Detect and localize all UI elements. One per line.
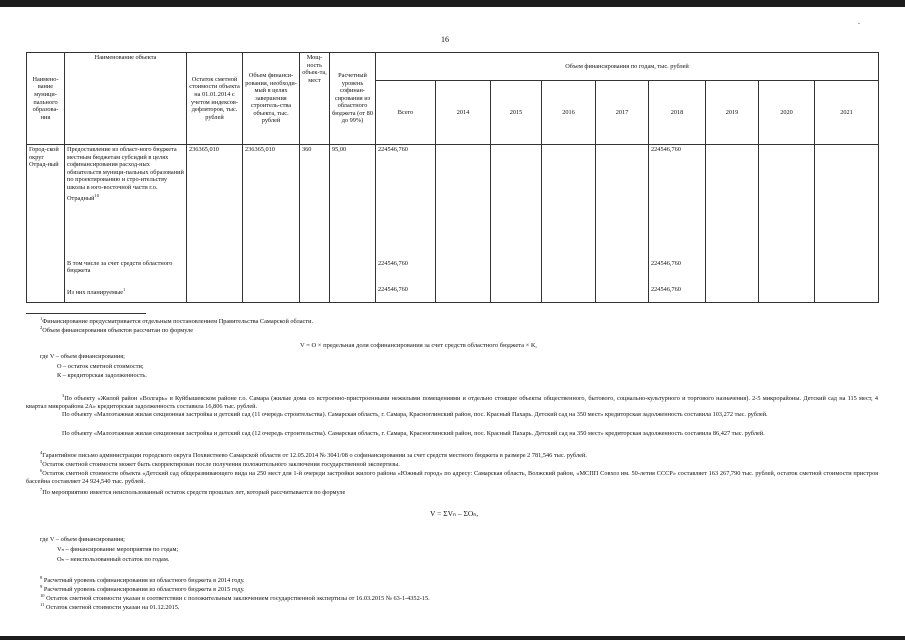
header-financing-volume: Объем финанси-рования, необходи-мый в целях завершения строитель-ства объекта, тыс. рублей <box>243 53 300 145</box>
header-year-2020: 2020 <box>759 81 815 145</box>
bottom-border <box>0 636 905 640</box>
def-on: Oₙ – неиспользованный остаток по годам. <box>57 556 170 563</box>
footnote-10: $^{10}$ Остаток сметной стоимости указан в соответствии с положительным заключением государственной экспертизы от 16.03.2015 № 63-1-4352-15. <box>40 593 430 603</box>
cell-total: 224546,760 <box>376 259 436 285</box>
footnote-4: $^4$Гарантийное письмо администрации городского округа Похвистнево Самарской области от 12.05.2014 № 3041/08 о софинансировании за счет средств местного бюджета в размере 2 781,546 тыс. рублей. <box>40 450 587 460</box>
header-year-2015: 2015 <box>491 81 542 145</box>
cell-label: Из них планируемые$^1$ <box>65 285 187 303</box>
table-row <box>27 259 879 285</box>
cell-total: 224546,760 <box>376 145 436 259</box>
cell-2018: 224546,760 <box>649 285 706 303</box>
header-years-group: Объем финансирования по годам, тыс. рублей <box>376 53 879 81</box>
header-year-2019: 2019 <box>706 81 759 145</box>
footnote-3a: $^3$По объекту «Жилой район «Волгарь» в Куйбышевском районе г.о. Самара (жилые дома со встроенно-пристроенными нежилыми помещениями и отдельно стоящие объекты общественного, бытового, социально-культурного и торгового назначения). 2-5 микрорайоны. Детский сад на 115 мест, 4 квартал микрорайона 2А» кредиторская задолженность составила 16,806 тыс. рублей. <box>26 393 878 411</box>
footnote-2: $^2$Объем финансирования объектов рассчитан по формуле <box>40 325 194 335</box>
header-capacity: Мощ-ность объек-та, мест <box>300 53 330 145</box>
header-municipality: Наимено-вание муници-пального образова-ния <box>27 53 65 145</box>
footnote-9: $^9$ Расчетный уровень софинансирования из областного бюджета в 2015 году. <box>40 584 245 594</box>
table-row <box>27 145 879 259</box>
formula-1: V = О × предельная доля софинансирования за счет средств областного бюджета × К, <box>300 342 537 349</box>
header-remaining-cost: Остаток сметной стоимости объекта на 01.01.2014 с учетом индексов-дефляторов, тыс. рублей <box>187 53 243 145</box>
cell-total: 224546,760 <box>376 285 436 303</box>
footnote-3c: По объекту «Малоэтажная жилая секционная застройка и детский сад (12 очередь строительства). Самарская область, г. Самара, Красноглинский район, пос. Красный Пахарь. Детский сад на 350 мест» кредиторская задолженность составила 86,427 тыс. рублей. <box>62 430 765 437</box>
financing-table <box>26 52 879 303</box>
where-line-2: где V – объем финансирования; <box>40 536 125 543</box>
footnote-rule <box>26 313 146 314</box>
formula-2: V = ΣVₙ – ΣOₙ, <box>430 509 479 518</box>
header-year-2018: 2018 <box>649 81 706 145</box>
footnote-6: $^6$Остаток сметной стоимости объекта «Детский сад общеразвивающего вида на 250 мест для 1-й очереди застройки жилого района «Южный город» по адресу: Самарская область, Волжский район, «МСПП Совхоз им. 50-летия СССР» составляет 163 267,790 тыс. рублей, остаток сметной стоимости пристроя бассейна составляет 24 924,540 тыс. рублей. <box>26 468 878 486</box>
cell-municipality: Город-ской округ Отрад-ный <box>27 145 65 259</box>
footnote-11: $^{11}$ Остаток сметной стоимости указан на 01.12.2015. <box>40 602 180 612</box>
top-border <box>0 0 905 7</box>
cell-capacity: 360 <box>300 145 330 259</box>
cell-2018: 224546,760 <box>649 259 706 285</box>
cell-cofinancing-level: 95,00 <box>330 145 376 259</box>
footnote-8: $^8$ Расчетный уровень софинансирования из областного бюджета в 2014 году. <box>40 575 245 585</box>
header-total: Всего <box>376 81 436 145</box>
where-line-1: где V – объем финансирования; <box>40 353 125 360</box>
header-object: Наименование объекта <box>65 53 187 145</box>
footnote-1: $^1$Финансирование предусматривается отдельным постановлением Правительства Самарской области. <box>40 316 314 326</box>
def-o: О – остаток сметной стоимости; <box>57 363 144 370</box>
cell-remaining-cost: 236365,010 <box>187 145 243 259</box>
cell-label: В том числе за счет средств областного бюджета <box>65 259 187 285</box>
corner-mark: . <box>858 17 860 26</box>
footnote-7: $^7$По мероприятию имеется неиспользованный остаток средств прошлых лет, который рассчитывается по формуле <box>40 487 346 497</box>
header-year-2021: 2021 <box>815 81 879 145</box>
footnote-5: $^5$Остаток сметной стоимости может быть скорректирован после получения положительного заключения государственной экспертизы. <box>40 459 400 469</box>
table-row <box>27 285 879 303</box>
header-cofinancing-level: Расчетный уровень софинан-сирования из областного бюджета (от 80 до 99%) <box>330 53 376 145</box>
page-number: 16 <box>441 35 449 44</box>
header-year-2016: 2016 <box>542 81 596 145</box>
cell-financing-volume: 236365,010 <box>243 145 300 259</box>
def-k: К – кредиторская задолженность. <box>57 372 147 379</box>
def-vn: Vₙ – финансирование мероприятия по годам; <box>57 546 179 553</box>
cell-object: Предоставление из област-ного бюджета местным бюджетам субсидий в целях софинансирования расход-ных обязательств муници-пальных образований по проектированию и стро-ительству школы в юго-восточной части г.о. Отрадный$^{10}$ <box>65 145 187 259</box>
cell-2018: 224546,760 <box>649 145 706 259</box>
header-year-2014: 2014 <box>436 81 491 145</box>
header-year-2017: 2017 <box>596 81 649 145</box>
footnote-3b: По объекту «Малоэтажная жилая секционная застройка и детский сад (11 очередь строительства). Самарская область, г. Самара, Красноглинский район, пос. Красный Пахарь. Детский сад на 350 мест» кредиторская задолженность составила 103,272 тыс. рублей. <box>62 411 768 418</box>
